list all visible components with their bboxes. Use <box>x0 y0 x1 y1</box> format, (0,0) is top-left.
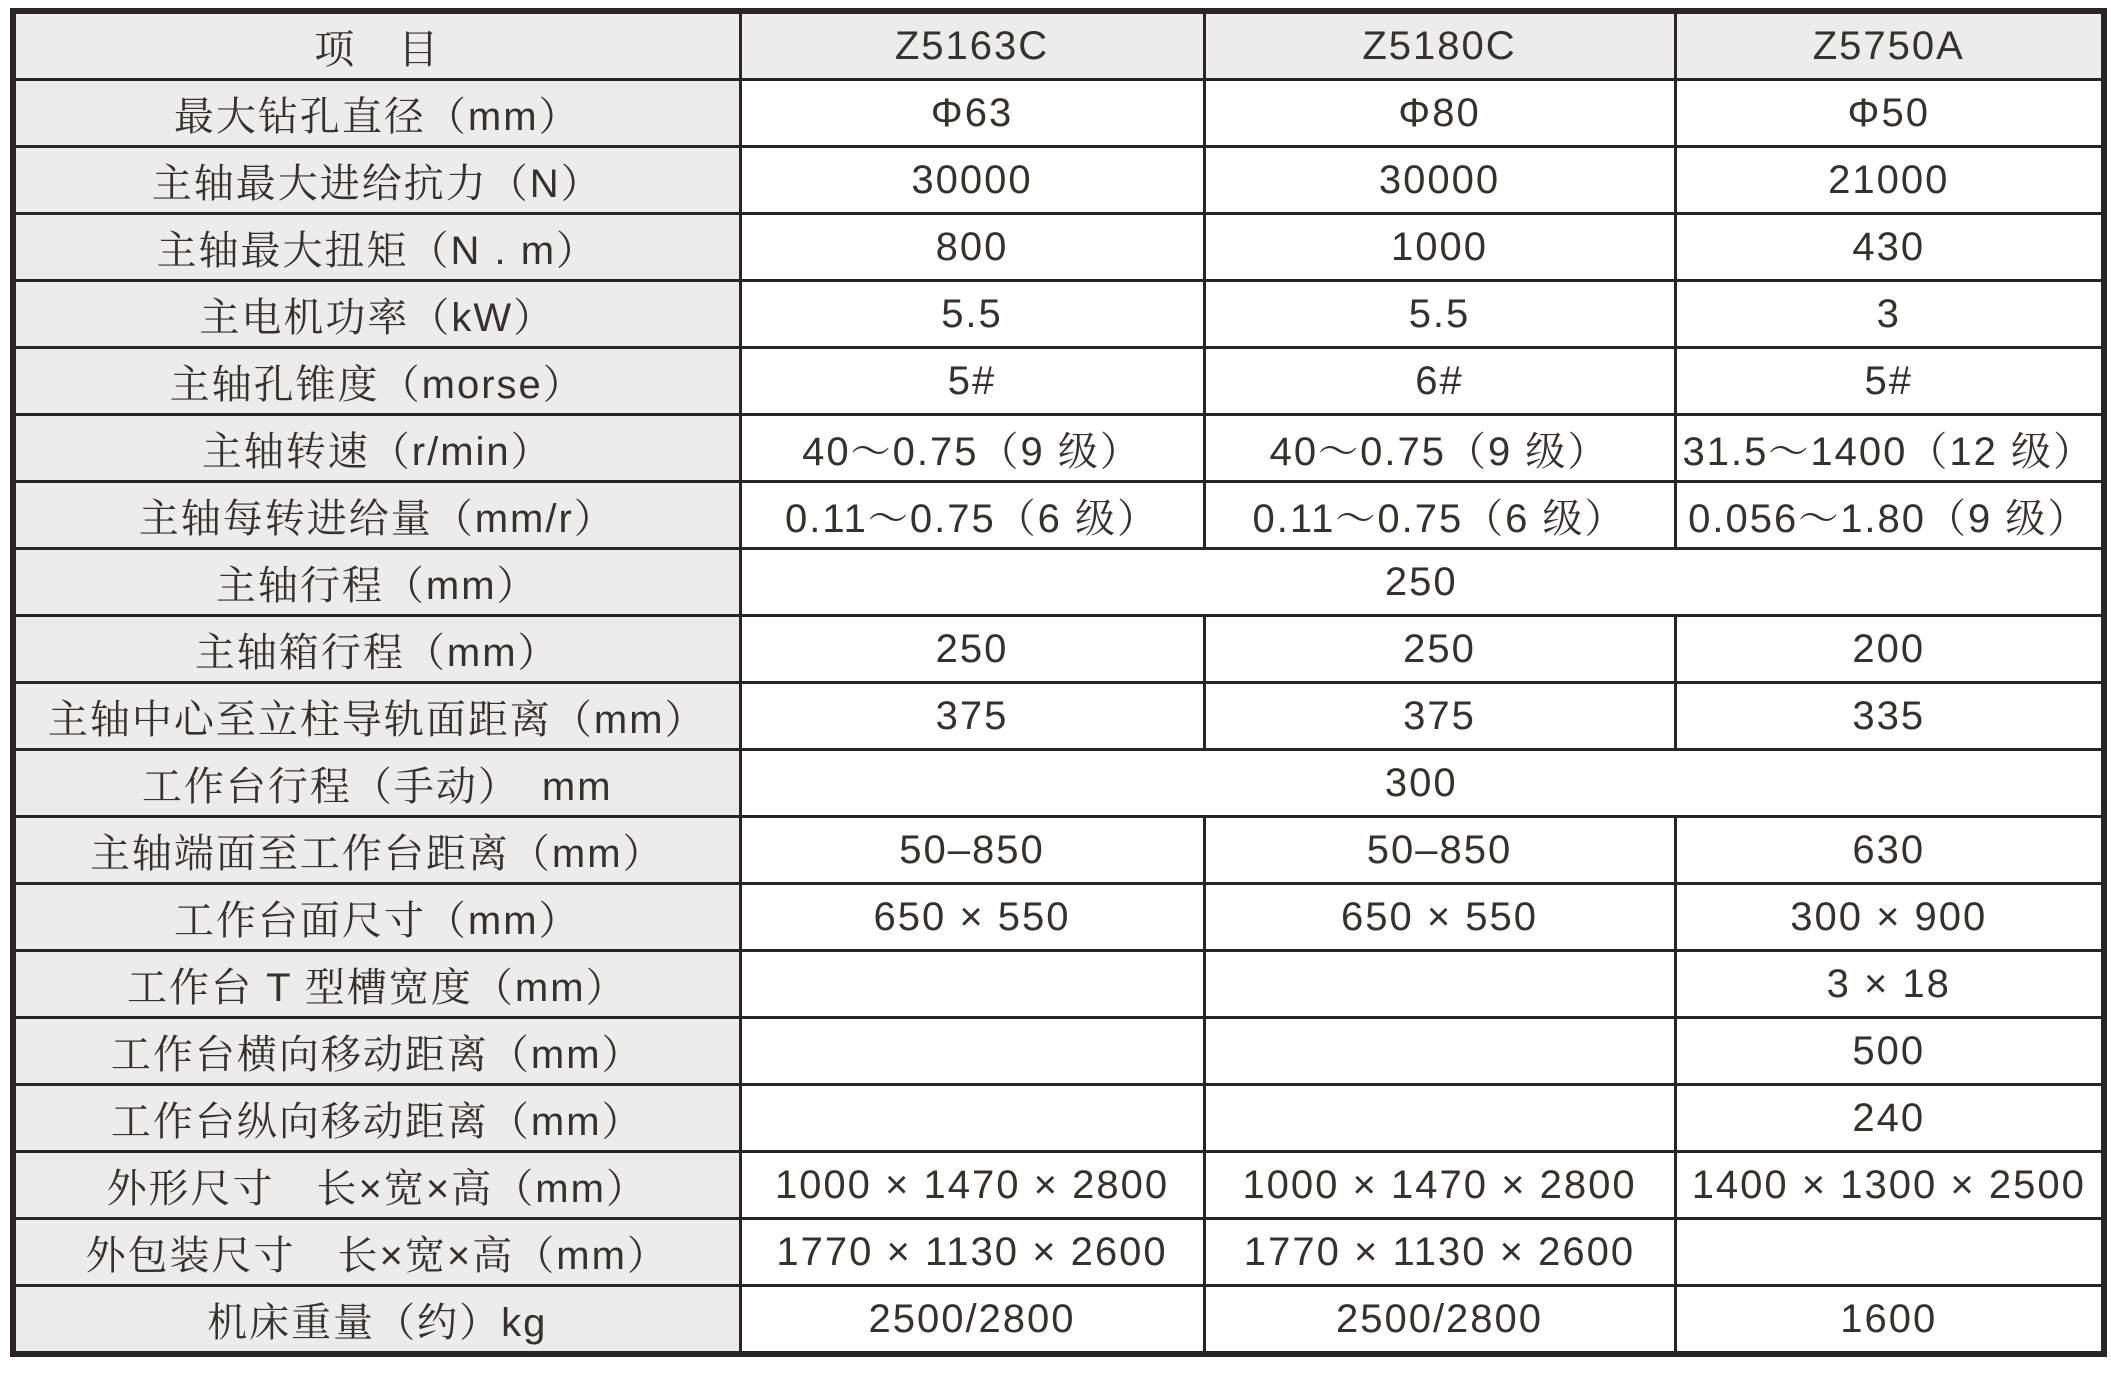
row-value-merged: 250 <box>740 549 2104 616</box>
row-value: 0.056～1.80（9 级） <box>1675 482 2104 549</box>
row-value: 5.5 <box>1204 281 1675 348</box>
table-row <box>13 482 2104 549</box>
row-value: 200 <box>1675 616 2104 683</box>
row-value: 1600 <box>1675 1286 2104 1355</box>
row-value: Φ50 <box>1675 80 2104 147</box>
table-row <box>13 817 2104 884</box>
row-value <box>740 951 1204 1018</box>
row-value: 430 <box>1675 214 2104 281</box>
row-value: 1000 × 1470 × 2800 <box>1204 1152 1675 1219</box>
row-value: 30000 <box>740 147 1204 214</box>
row-value: 375 <box>1204 683 1675 750</box>
row-value: 800 <box>740 214 1204 281</box>
row-value: 3 × 18 <box>1675 951 2104 1018</box>
row-value: 3 <box>1675 281 2104 348</box>
row-value: 5# <box>1675 348 2104 415</box>
row-value: 50–850 <box>1204 817 1675 884</box>
row-label: 主轴孔锥度（morse） <box>13 348 740 415</box>
row-label: 工作台纵向移动距离（mm） <box>13 1085 740 1152</box>
row-label: 最大钻孔直径（mm） <box>13 80 740 147</box>
table-row <box>13 1286 2104 1355</box>
header-model-z5180c: Z5180C <box>1204 11 1675 80</box>
table-row <box>13 348 2104 415</box>
table-row <box>13 147 2104 214</box>
header-item-column: 项 目 <box>13 11 740 80</box>
table-row <box>13 616 2104 683</box>
row-label: 工作台横向移动距离（mm） <box>13 1018 740 1085</box>
row-value: 1770 × 1130 × 2600 <box>740 1219 1204 1286</box>
row-value: 1000 × 1470 × 2800 <box>740 1152 1204 1219</box>
row-value: 650 × 550 <box>740 884 1204 951</box>
row-value: 650 × 550 <box>1204 884 1675 951</box>
row-label: 机床重量（约）kg <box>13 1286 740 1355</box>
row-value: 1400 × 1300 × 2500 <box>1675 1152 2104 1219</box>
row-label: 主轴行程（mm） <box>13 549 740 616</box>
row-label: 工作台面尺寸（mm） <box>13 884 740 951</box>
table-row <box>13 1152 2104 1219</box>
row-value: 335 <box>1675 683 2104 750</box>
row-value: Φ80 <box>1204 80 1675 147</box>
row-value: Φ63 <box>740 80 1204 147</box>
row-label: 主轴中心至立柱导轨面距离（mm） <box>13 683 740 750</box>
table-row <box>13 1085 2104 1152</box>
header-model-z5750a: Z5750A <box>1675 11 2104 80</box>
row-label: 主轴箱行程（mm） <box>13 616 740 683</box>
row-value: 0.11～0.75（6 级） <box>740 482 1204 549</box>
row-label: 主轴最大进给抗力（N） <box>13 147 740 214</box>
row-label: 主轴最大扭矩（N . m） <box>13 214 740 281</box>
row-label: 主轴端面至工作台距离（mm） <box>13 817 740 884</box>
row-value: 5.5 <box>740 281 1204 348</box>
row-value <box>1204 1018 1675 1085</box>
table-row <box>13 80 2104 147</box>
table-row <box>13 214 2104 281</box>
row-value: 21000 <box>1675 147 2104 214</box>
row-value: 500 <box>1675 1018 2104 1085</box>
row-label: 外形尺寸 长×宽×高（mm） <box>13 1152 740 1219</box>
header-row <box>13 11 2104 80</box>
row-value <box>740 1085 1204 1152</box>
row-value-merged: 300 <box>740 750 2104 817</box>
row-value: 375 <box>740 683 1204 750</box>
row-value: 40～0.75（9 级） <box>1204 415 1675 482</box>
machine-spec-table <box>10 8 2107 1357</box>
table-row <box>13 1219 2104 1286</box>
table-row <box>13 683 2104 750</box>
row-value: 6# <box>1204 348 1675 415</box>
row-label: 主电机功率（kW） <box>13 281 740 348</box>
table-row <box>13 549 2104 616</box>
row-value: 2500/2800 <box>1204 1286 1675 1355</box>
table-row <box>13 1018 2104 1085</box>
row-value: 250 <box>740 616 1204 683</box>
row-value: 5# <box>740 348 1204 415</box>
table-row <box>13 884 2104 951</box>
row-value: 1000 <box>1204 214 1675 281</box>
row-value: 0.11～0.75（6 级） <box>1204 482 1675 549</box>
spec-table-body <box>13 11 2104 1354</box>
row-label: 工作台 T 型槽宽度（mm） <box>13 951 740 1018</box>
header-model-z5163c: Z5163C <box>740 11 1204 80</box>
row-value <box>1204 1085 1675 1152</box>
row-label: 主轴每转进给量（mm/r） <box>13 482 740 549</box>
row-label: 外包装尺寸 长×宽×高（mm） <box>13 1219 740 1286</box>
row-value: 300 × 900 <box>1675 884 2104 951</box>
row-label: 工作台行程（手动） mm <box>13 750 740 817</box>
row-value: 40～0.75（9 级） <box>740 415 1204 482</box>
row-value: 250 <box>1204 616 1675 683</box>
row-label: 主轴转速（r/min） <box>13 415 740 482</box>
row-value <box>1675 1219 2104 1286</box>
table-row <box>13 415 2104 482</box>
row-value <box>740 1018 1204 1085</box>
row-value: 240 <box>1675 1085 2104 1152</box>
row-value: 30000 <box>1204 147 1675 214</box>
row-value: 1770 × 1130 × 2600 <box>1204 1219 1675 1286</box>
row-value: 50–850 <box>740 817 1204 884</box>
table-row <box>13 951 2104 1018</box>
row-value: 31.5～1400（12 级） <box>1675 415 2104 482</box>
table-row <box>13 750 2104 817</box>
row-value: 630 <box>1675 817 2104 884</box>
row-value: 2500/2800 <box>740 1286 1204 1355</box>
table-row <box>13 281 2104 348</box>
row-value <box>1204 951 1675 1018</box>
